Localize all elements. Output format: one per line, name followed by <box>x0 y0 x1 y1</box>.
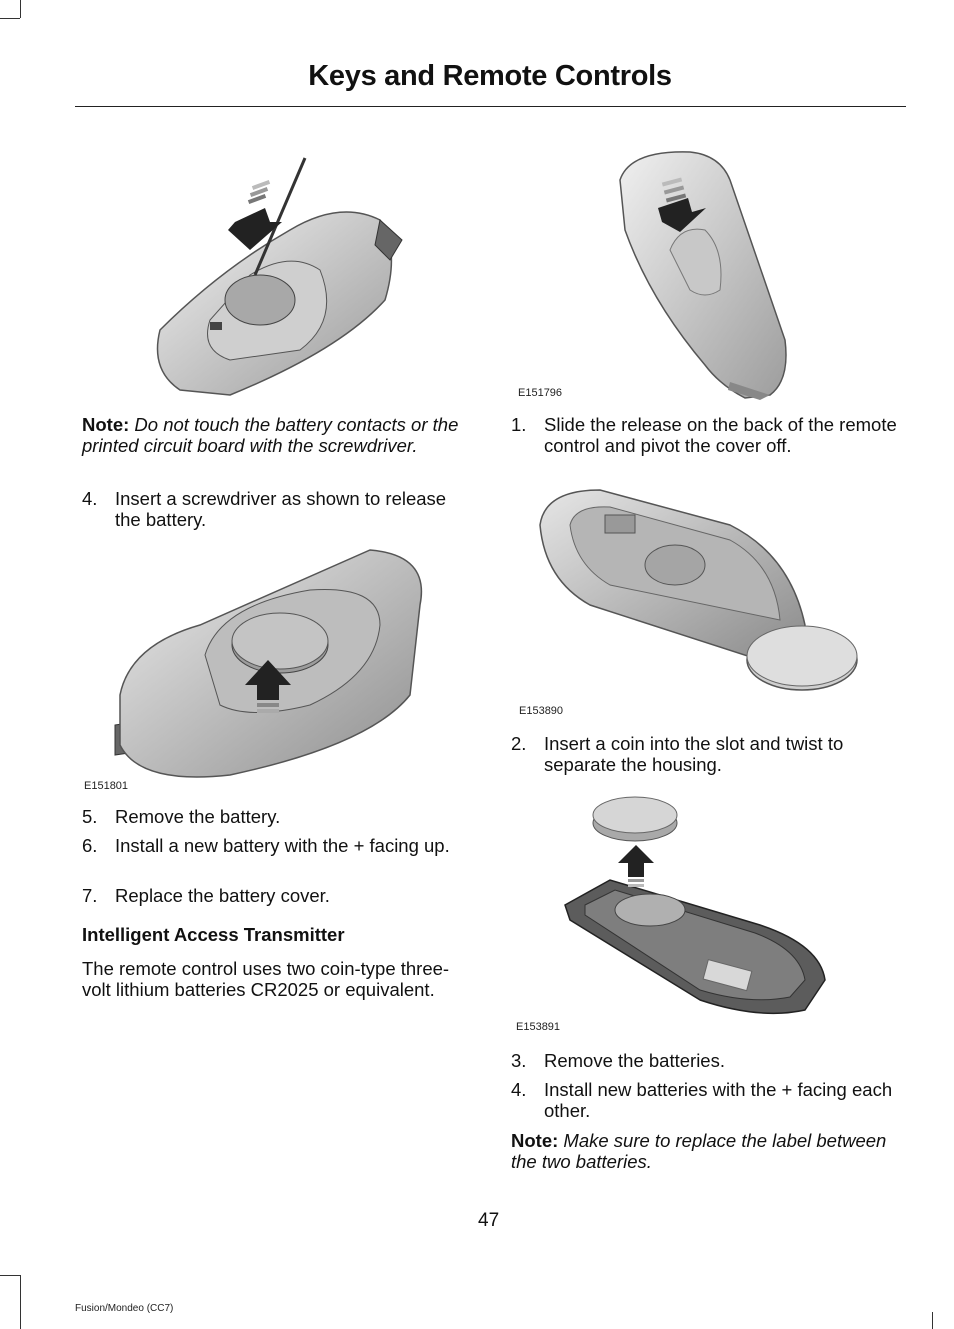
figure-id: E151801 <box>84 780 129 792</box>
crop-mark <box>0 18 20 19</box>
step-1-right <box>511 414 911 458</box>
note-replace-label <box>511 1130 901 1172</box>
figure-id: E153891 <box>516 1021 561 1033</box>
step-2-right <box>511 733 911 777</box>
footer-model: Fusion/Mondeo (CC7) <box>75 1303 174 1314</box>
figure-battery-removal <box>110 545 430 785</box>
step-text: Install new batteries with the + facing each other. <box>544 1079 893 1121</box>
step-6-left <box>82 835 477 879</box>
page-title: Keys and Remote Controls <box>308 60 672 92</box>
note-text: Make sure to replace the label between the two batteries. <box>511 1130 887 1172</box>
step-text: Install a new battery with the + facing up. <box>115 835 450 856</box>
header-rule <box>75 106 906 107</box>
note-label: Note: <box>511 1130 559 1151</box>
crop-mark <box>20 1275 21 1329</box>
section-heading: Intelligent Access Transmitter <box>82 924 345 945</box>
crop-mark <box>20 0 21 18</box>
note-battery-contacts <box>82 414 477 456</box>
figure-id: E151796 <box>518 387 563 399</box>
step-number: 4. <box>511 1079 527 1100</box>
step-text: Remove the battery. <box>115 806 281 827</box>
step-number: 4. <box>82 488 98 509</box>
step-text: Slide the release on the back of the remote control and pivot the cover off. <box>544 414 897 456</box>
page-number: 47 <box>478 1210 500 1231</box>
step-number: 1. <box>511 414 527 435</box>
note-text: Do not touch the battery contacts or the printed circuit board with the screwdriver. <box>82 414 459 456</box>
crop-mark <box>0 1275 20 1276</box>
step-5-left <box>82 806 477 828</box>
step-text: Insert a screwdriver as shown to release the battery. <box>115 488 447 530</box>
step-number: 5. <box>82 806 98 827</box>
step-number: 2. <box>511 733 527 754</box>
step-number: 6. <box>82 835 98 856</box>
step-4-right <box>511 1079 911 1123</box>
step-text: Replace the battery cover. <box>115 885 330 906</box>
figure-remove-batteries <box>560 785 835 1020</box>
step-text: Remove the batteries. <box>544 1050 725 1071</box>
figure-id: E153890 <box>519 705 564 717</box>
step-4-left <box>82 488 477 532</box>
step-7-left <box>82 885 477 907</box>
step-number: 3. <box>511 1050 527 1071</box>
step-3-right <box>511 1050 911 1072</box>
step-text: Insert a coin into the slot and twist to separate the housing. <box>544 733 844 775</box>
figure-screwdriver-release <box>140 150 410 400</box>
figure-coin-slot <box>530 485 860 695</box>
crop-mark <box>932 1312 933 1329</box>
step-number: 7. <box>82 885 98 906</box>
section-body: The remote control uses two coin-type three-volt lithium batteries CR2025 or equivalent. <box>82 958 450 1000</box>
figure-slide-release <box>610 150 795 400</box>
note-label: Note: <box>82 414 130 435</box>
